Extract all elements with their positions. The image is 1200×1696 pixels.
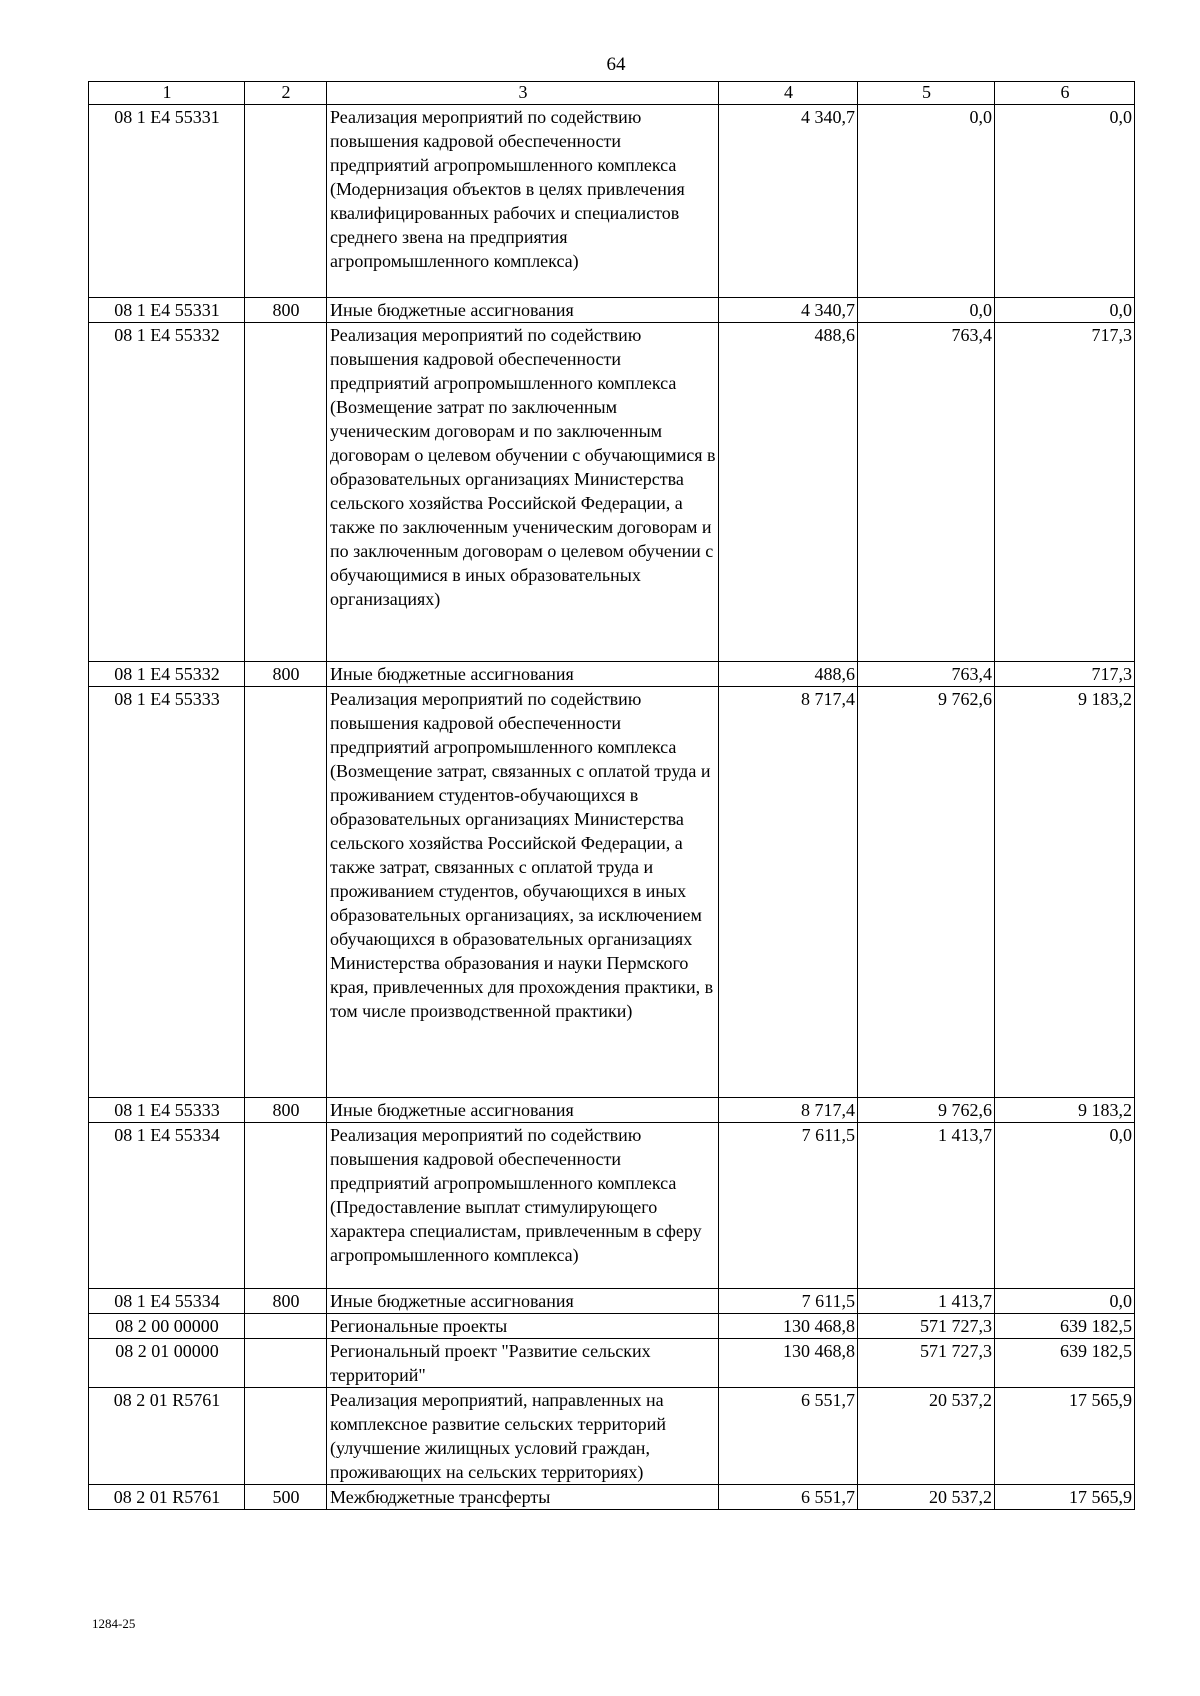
row-expense-type: 500 (245, 1485, 327, 1510)
row-value-col4: 488,6 (719, 662, 858, 687)
row-expense-type (245, 1388, 327, 1485)
row-code: 08 1 E4 55333 (89, 687, 245, 1098)
row-name: Реализация мероприятий по содействию повышения кадровой обеспеченности предприятий агропромышленного комплекса (Возмещение затрат, связанных с оплатой труда и проживанием студентов-обучающихся в образовательных организациях Министерства сельского хозяйства Российской Федерации, а также затрат, связанных с оплатой труда и проживанием студентов, обучающихся в иных образовательных организациях, за исключением обучающихся в образовательных организациях Министерства образования и науки Пермского края, привлеченных для прохождения практики, в том числе производственной практики) (327, 687, 719, 1098)
row-expense-type: 800 (245, 298, 327, 323)
row-code: 08 1 E4 55332 (89, 323, 245, 662)
table-row (89, 1339, 1135, 1388)
table-row (89, 1123, 1135, 1289)
row-value-col6: 0,0 (995, 1289, 1135, 1314)
row-name: Иные бюджетные ассигнования (327, 662, 719, 687)
row-value-col5: 20 537,2 (858, 1485, 995, 1510)
row-expense-type (245, 1123, 327, 1289)
row-value-col6: 17 565,9 (995, 1388, 1135, 1485)
table-row (89, 687, 1135, 1098)
row-value-col4: 130 468,8 (719, 1339, 858, 1388)
column-header-2: 2 (245, 82, 327, 105)
row-value-col4: 7 611,5 (719, 1123, 858, 1289)
row-code: 08 1 E4 55334 (89, 1123, 245, 1289)
row-value-col5: 0,0 (858, 298, 995, 323)
row-value-col5: 0,0 (858, 105, 995, 298)
row-value-col5: 9 762,6 (858, 687, 995, 1098)
row-value-col6: 639 182,5 (995, 1314, 1135, 1339)
row-value-col5: 1 413,7 (858, 1289, 995, 1314)
row-code: 08 1 E4 55333 (89, 1098, 245, 1123)
table-row (89, 1289, 1135, 1314)
row-code: 08 1 E4 55331 (89, 298, 245, 323)
row-value-col5: 9 762,6 (858, 1098, 995, 1123)
table-row (89, 105, 1135, 298)
row-code: 08 1 E4 55334 (89, 1289, 245, 1314)
row-expense-type: 800 (245, 662, 327, 687)
table-row (89, 1485, 1135, 1510)
row-code: 08 1 E4 55331 (89, 105, 245, 298)
row-name: Реализация мероприятий по содействию повышения кадровой обеспеченности предприятий агропромышленного комплекса (Предоставление выплат стимулирующего характера специалистам, привлеченным в сферу агропромышленного комплекса) (327, 1123, 719, 1289)
row-name: Иные бюджетные ассигнования (327, 1289, 719, 1314)
row-expense-type (245, 323, 327, 662)
row-name: Реализация мероприятий, направленных на комплексное развитие сельских территорий (улучшение жилищных условий граждан, проживающих на сельских территориях) (327, 1388, 719, 1485)
row-name: Региональные проекты (327, 1314, 719, 1339)
row-expense-type: 800 (245, 1289, 327, 1314)
table-header-row (89, 82, 1135, 105)
row-value-col5: 763,4 (858, 323, 995, 662)
row-value-col5: 571 727,3 (858, 1314, 995, 1339)
row-value-col6: 0,0 (995, 1123, 1135, 1289)
row-value-col5: 763,4 (858, 662, 995, 687)
table-row (89, 1388, 1135, 1485)
row-code: 08 2 01 R5761 (89, 1388, 245, 1485)
row-value-col5: 1 413,7 (858, 1123, 995, 1289)
row-expense-type (245, 1314, 327, 1339)
page-number: 64 (606, 54, 626, 75)
row-value-col5: 20 537,2 (858, 1388, 995, 1485)
row-value-col6: 9 183,2 (995, 1098, 1135, 1123)
budget-table (88, 81, 1135, 1510)
column-header-6: 6 (995, 82, 1135, 105)
row-value-col6: 0,0 (995, 298, 1135, 323)
row-value-col6: 9 183,2 (995, 687, 1135, 1098)
row-value-col4: 4 340,7 (719, 105, 858, 298)
row-value-col6: 717,3 (995, 323, 1135, 662)
column-header-4: 4 (719, 82, 858, 105)
column-header-1: 1 (89, 82, 245, 105)
row-value-col4: 8 717,4 (719, 687, 858, 1098)
column-header-5: 5 (858, 82, 995, 105)
row-value-col4: 6 551,7 (719, 1485, 858, 1510)
row-value-col6: 639 182,5 (995, 1339, 1135, 1388)
row-name: Реализация мероприятий по содействию повышения кадровой обеспеченности предприятий агропромышленного комплекса (Возмещение затрат по заключенным ученическим договорам и по заключенным договорам о целевом обучении с обучающимися в образовательных организациях Министерства сельского хозяйства Российской Федерации, а также по заключенным ученическим договорам и по заключенным договорам о целевом обучении с обучающимися в иных образовательных организациях) (327, 323, 719, 662)
row-name: Межбюджетные трансферты (327, 1485, 719, 1510)
row-expense-type (245, 1339, 327, 1388)
row-code: 08 2 00 00000 (89, 1314, 245, 1339)
row-value-col6: 17 565,9 (995, 1485, 1135, 1510)
row-value-col6: 0,0 (995, 105, 1135, 298)
row-expense-type (245, 687, 327, 1098)
row-name: Иные бюджетные ассигнования (327, 298, 719, 323)
row-value-col4: 488,6 (719, 323, 858, 662)
row-value-col4: 4 340,7 (719, 298, 858, 323)
row-value-col4: 7 611,5 (719, 1289, 858, 1314)
document-footer-code: 1284-25 (92, 1616, 136, 1631)
row-expense-type (245, 105, 327, 298)
table-row (89, 1098, 1135, 1123)
row-name: Реализация мероприятий по содействию повышения кадровой обеспеченности предприятий агропромышленного комплекса (Модернизация объектов в целях привлечения квалифицированных рабочих и специалистов среднего звена на предприятия агропромышленного комплекса) (327, 105, 719, 298)
row-code: 08 2 01 00000 (89, 1339, 245, 1388)
row-code: 08 1 E4 55332 (89, 662, 245, 687)
row-value-col4: 8 717,4 (719, 1098, 858, 1123)
row-name: Иные бюджетные ассигнования (327, 1098, 719, 1123)
row-value-col5: 571 727,3 (858, 1339, 995, 1388)
table-row (89, 298, 1135, 323)
table-row (89, 323, 1135, 662)
column-header-3: 3 (327, 82, 719, 105)
row-name: Региональный проект "Развитие сельских территорий" (327, 1339, 719, 1388)
row-value-col4: 130 468,8 (719, 1314, 858, 1339)
table-row (89, 662, 1135, 687)
row-value-col4: 6 551,7 (719, 1388, 858, 1485)
table-row (89, 1314, 1135, 1339)
row-expense-type: 800 (245, 1098, 327, 1123)
row-code: 08 2 01 R5761 (89, 1485, 245, 1510)
row-value-col6: 717,3 (995, 662, 1135, 687)
